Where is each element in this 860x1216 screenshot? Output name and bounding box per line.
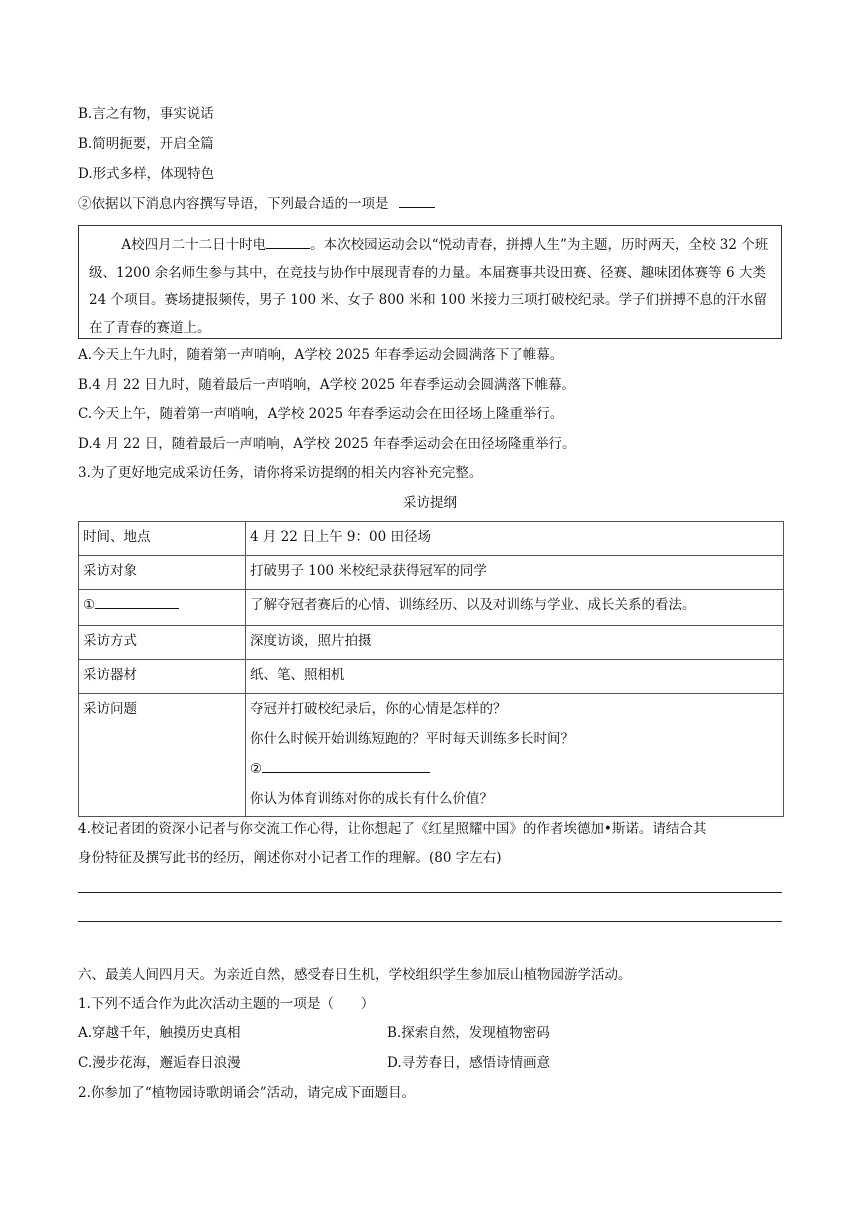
question-3-prompt: 3.为了更好地完成采访任务，请你将采访提纲的相关内容补充完整。 — [78, 465, 483, 481]
section-6-question-1: 1.下列不适合作为此次活动主题的一项是（ ） — [78, 996, 375, 1012]
option-c: C.今天上午，随着第一声哨响，A学校 2025 年春季运动会在田径场上隆重举行。 — [78, 406, 564, 422]
row-value: 了解夺冠者赛后的心情、训练经历、以及对训练与学业、成长关系的看法。 — [246, 590, 784, 626]
option-b: B.4 月 22 日九时，随着最后一声哨响，A学校 2025 年春季运动会圆满落下帷幕。 — [78, 377, 576, 393]
question-4-line-1: 4.校记者团的资深小记者与你交流工作心得，让你想起了《红星照耀中国》的作者埃德加•斯诺。请结合其 — [78, 821, 707, 837]
table-row — [79, 660, 784, 694]
question-answer-blank[interactable] — [262, 758, 430, 773]
option-a: A.今天上午九时，随着第一声哨响，A学校 2025 年春季运动会圆满落下了帷幕。 — [78, 347, 564, 363]
row-key — [79, 590, 246, 626]
section-6-option-a: A.穿越千年，触摸历史真相 — [78, 1025, 241, 1041]
section-6-option-b: B.探索自然，发现植物密码 — [387, 1025, 550, 1041]
option-d: D.形式多样，体现特色 — [78, 166, 215, 182]
interview-question-blank: ② — [250, 754, 779, 784]
answer-line-2[interactable] — [78, 921, 782, 922]
news-body: 。本次校园运动会以“悦动青春，拼搏人生”为主题，历时两天，全校 32 个班级、1200 余名师生参与其中，在竞技与协作中展现青春的力量。本届赛事共设田赛、径赛、趣味团体赛等 6 大类 24 个项目。赛场捷报频传，男子 100 米、女子 800 米和 100 米接力三项打破校纪录。学子们拼搏不息的汗水留在了青春的赛道上。 — [89, 237, 769, 336]
table-row — [79, 556, 784, 590]
row-key: 采访器材 — [79, 660, 246, 694]
section-6-title: 六、最美人间四月天。为亲近自然，感受春日生机，学校组织学生参加辰山植物园游学活动。 — [78, 967, 632, 983]
interview-outline-table — [78, 521, 784, 817]
row-value: 打破男子 100 米校纪录获得冠军的同学 — [246, 556, 784, 590]
row-value: 深度访谈，照片拍摄 — [246, 626, 784, 660]
row-key-marker: ① — [83, 597, 96, 613]
question-2-prompt — [78, 193, 435, 214]
row-key-blank[interactable] — [95, 594, 179, 609]
news-lead: A校四月二十二日十时电 — [121, 237, 267, 253]
news-excerpt-box — [78, 225, 782, 339]
news-paragraph — [89, 232, 771, 342]
table-row — [79, 626, 784, 660]
table-row — [79, 522, 784, 556]
option-b-2: B.简明扼要，开启全篇 — [78, 136, 214, 152]
row-value — [246, 694, 784, 817]
row-key: 采访问题 — [79, 694, 246, 817]
row-value: 4 月 22 日上午 9：00 田径场 — [246, 522, 784, 556]
section-6-question-2: 2.你参加了“植物园诗歌朗诵会”活动，请完成下面题目。 — [78, 1085, 416, 1101]
answer-line-1[interactable] — [78, 892, 782, 893]
table-row — [79, 694, 784, 817]
interview-question: 你认为体育训练对你的成长有什么价值？ — [250, 791, 493, 807]
option-b-1: B.言之有物，事实说话 — [78, 106, 214, 122]
row-value: 纸、笔、照相机 — [246, 660, 784, 694]
table-caption: 采访提纲 — [403, 495, 457, 511]
news-lead-blank[interactable] — [266, 234, 310, 249]
answer-blank[interactable] — [399, 193, 435, 208]
row-key: 时间、地点 — [79, 522, 246, 556]
section-6-option-c: C.漫步花海，邂逅春日浪漫 — [78, 1055, 241, 1071]
row-key: 采访对象 — [79, 556, 246, 590]
interview-question: 你什么时候开始训练短跑的？平时每天训练多长时间？ — [250, 731, 574, 747]
row-key: 采访方式 — [79, 626, 246, 660]
section-6-option-d: D.寻芳春日，感悟诗情画意 — [387, 1055, 551, 1071]
table-row — [79, 590, 784, 626]
question-2-text: ②依据以下消息内容撰写导语，下列最合适的一项是 — [78, 196, 389, 212]
option-d-2: D.4 月 22 日，随着最后一声哨响，A学校 2025 年春季运动会在田径场隆重举行。 — [78, 436, 576, 452]
interview-question: 夺冠并打破校纪录后，你的心情是怎样的？ — [250, 701, 507, 717]
question-4-line-2: 身份特征及撰写此书的经历，阐述你对小记者工作的理解。(80 字左右) — [78, 850, 502, 866]
